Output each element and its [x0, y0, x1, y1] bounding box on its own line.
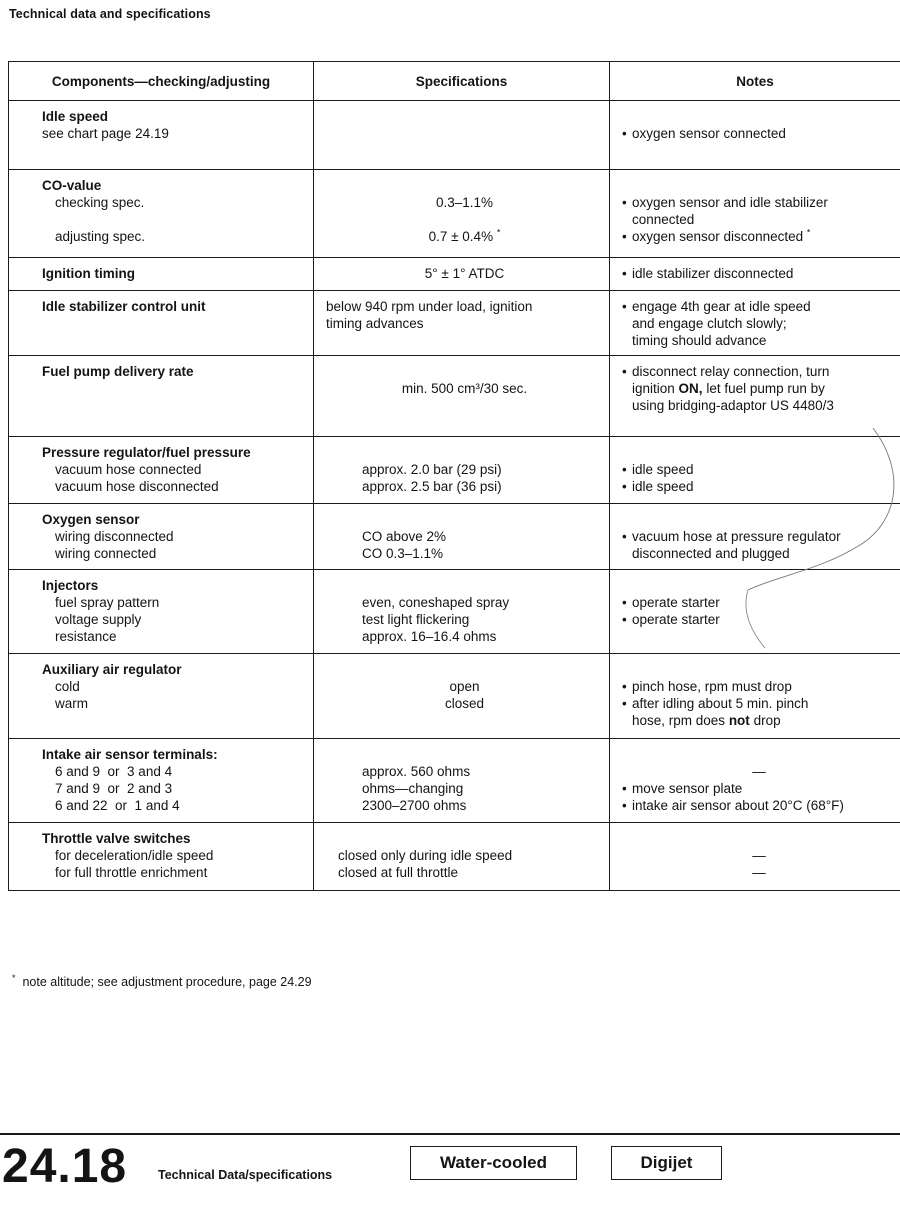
- note-item: • pinch hose, rpm must drop: [622, 679, 792, 694]
- table-row: [9, 823, 900, 891]
- note-cont: ignition ON, let fuel pump run by: [632, 381, 825, 396]
- note-item: • idle speed: [622, 479, 694, 494]
- spec-table: [8, 61, 900, 891]
- spec-value: even, coneshaped spray: [362, 595, 510, 610]
- header-notes: Notes: [610, 62, 900, 101]
- note-dash: —: [752, 865, 766, 880]
- header-specifications: Specifications: [314, 62, 610, 101]
- component-sub: vacuum hose disconnected: [55, 479, 219, 494]
- component-sub: resistance: [55, 629, 117, 644]
- component-title: Idle speed: [42, 109, 109, 124]
- spec-value: closed at full throttle: [338, 865, 459, 880]
- component-sub: for deceleration/idle speed: [55, 848, 214, 863]
- spec-value: test light flickering: [362, 612, 470, 627]
- page-title: Technical data and specifications: [9, 7, 211, 21]
- component-title: Fuel pump delivery rate: [42, 364, 194, 379]
- component-sub: 6 and 9 or 3 and 4: [55, 764, 173, 779]
- note-cont: timing should advance: [632, 333, 767, 348]
- component-sub: 7 and 9 or 2 and 3: [55, 781, 173, 796]
- spec-value: closed only during idle speed: [338, 848, 513, 863]
- note-item: • engage 4th gear at idle speed: [622, 299, 811, 314]
- table-row: [9, 356, 900, 437]
- spec-value: 2300–2700 ohms: [362, 798, 467, 813]
- component-sub: cold: [55, 679, 80, 694]
- spec-value: 0.7 ± 0.4% *: [428, 227, 501, 244]
- spec-value: timing advances: [326, 316, 424, 331]
- component-title: Ignition timing: [42, 266, 135, 281]
- spec-value: CO 0.3–1.1%: [362, 546, 444, 561]
- spec-value: approx. 16–16.4 ohms: [362, 629, 497, 644]
- note-cont: and engage clutch slowly;: [632, 316, 787, 331]
- note-cont: connected: [632, 212, 695, 227]
- component-sub: fuel spray pattern: [55, 595, 160, 610]
- note-cont: hose, rpm does not drop: [632, 713, 781, 728]
- note-item: • disconnect relay connection, turn: [622, 364, 830, 379]
- component-sub: checking spec.: [55, 195, 145, 210]
- header-row: [9, 62, 900, 101]
- spec-value: approx. 560 ohms: [362, 764, 471, 779]
- table-row: [9, 291, 900, 356]
- footer-divider: [0, 1133, 900, 1135]
- component-sub: voltage supply: [55, 612, 142, 627]
- spec-value: ohms—changing: [362, 781, 464, 796]
- spec-value: open: [449, 679, 480, 694]
- component-title: CO-value: [42, 178, 102, 193]
- note-item: • intake air sensor about 20°C (68°F): [622, 798, 844, 813]
- note-item: • idle stabilizer disconnected: [622, 266, 794, 281]
- note-dash: —: [752, 848, 766, 863]
- note-item: • operate starter: [622, 612, 720, 627]
- component-sub: see chart page 24.19: [42, 126, 169, 141]
- spec-value: approx. 2.5 bar (36 psi): [362, 479, 502, 494]
- table-row: [9, 101, 900, 170]
- note-item: • oxygen sensor connected: [622, 126, 786, 141]
- note-cont: using bridging-adaptor US 4480/3: [632, 398, 834, 413]
- note-item: • after idling about 5 min. pinch: [622, 696, 809, 711]
- table-row: [9, 504, 900, 570]
- note-item: • vacuum hose at pressure regulator: [622, 529, 841, 544]
- note-item: • idle speed: [622, 462, 694, 477]
- note-item: • move sensor plate: [622, 781, 743, 796]
- component-sub: for full throttle enrichment: [55, 865, 208, 880]
- table-row: [9, 437, 900, 504]
- table-row: [9, 170, 900, 258]
- footer-label: Technical Data/specifications: [158, 1168, 333, 1182]
- component-sub: wiring connected: [55, 546, 157, 561]
- component-title: Auxiliary air regulator: [42, 662, 182, 677]
- note-item: • oxygen sensor and idle stabilizer: [622, 195, 828, 210]
- spec-value: 0.3–1.1%: [435, 195, 494, 210]
- component-sub: 6 and 22 or 1 and 4: [55, 798, 180, 813]
- component-sub: adjusting spec.: [55, 229, 146, 244]
- spec-value: below 940 rpm under load, ignition: [326, 299, 533, 314]
- page-number: 24.18: [2, 1140, 128, 1193]
- note-item: • operate starter: [622, 595, 720, 610]
- spec-value: closed: [444, 696, 485, 711]
- component-title: Idle stabilizer control unit: [42, 299, 206, 314]
- table-row: [9, 739, 900, 823]
- spec-value: 5° ± 1° ATDC: [424, 266, 505, 281]
- component-sub: vacuum hose connected: [55, 462, 202, 477]
- note-cont: disconnected and plugged: [632, 546, 790, 561]
- spec-value: CO above 2%: [362, 529, 447, 544]
- table-row: [9, 570, 900, 654]
- note-item: • oxygen sensor disconnected *: [622, 227, 811, 244]
- table-row: [9, 258, 900, 291]
- header-components: Components—checking/adjusting: [9, 62, 314, 101]
- component-title: Pressure regulator/fuel pressure: [42, 445, 251, 460]
- component-sub: wiring disconnected: [55, 529, 174, 544]
- spec-value: approx. 2.0 bar (29 psi): [362, 462, 502, 477]
- component-sub: warm: [55, 696, 88, 711]
- footer-tag-digijet: Digijet: [611, 1146, 722, 1180]
- table-row: [9, 654, 900, 739]
- component-title: Throttle valve switches: [42, 831, 191, 846]
- component-title: Oxygen sensor: [42, 512, 140, 527]
- note-dash: —: [752, 764, 766, 779]
- footer-tag-water-cooled: Water-cooled: [410, 1146, 577, 1180]
- component-title: Injectors: [42, 578, 99, 593]
- component-title: Intake air sensor terminals:: [42, 747, 218, 762]
- spec-value: min. 500 cm³/30 sec.: [401, 381, 528, 396]
- footnote: * note altitude; see adjustment procedure, page 24.29: [12, 972, 312, 989]
